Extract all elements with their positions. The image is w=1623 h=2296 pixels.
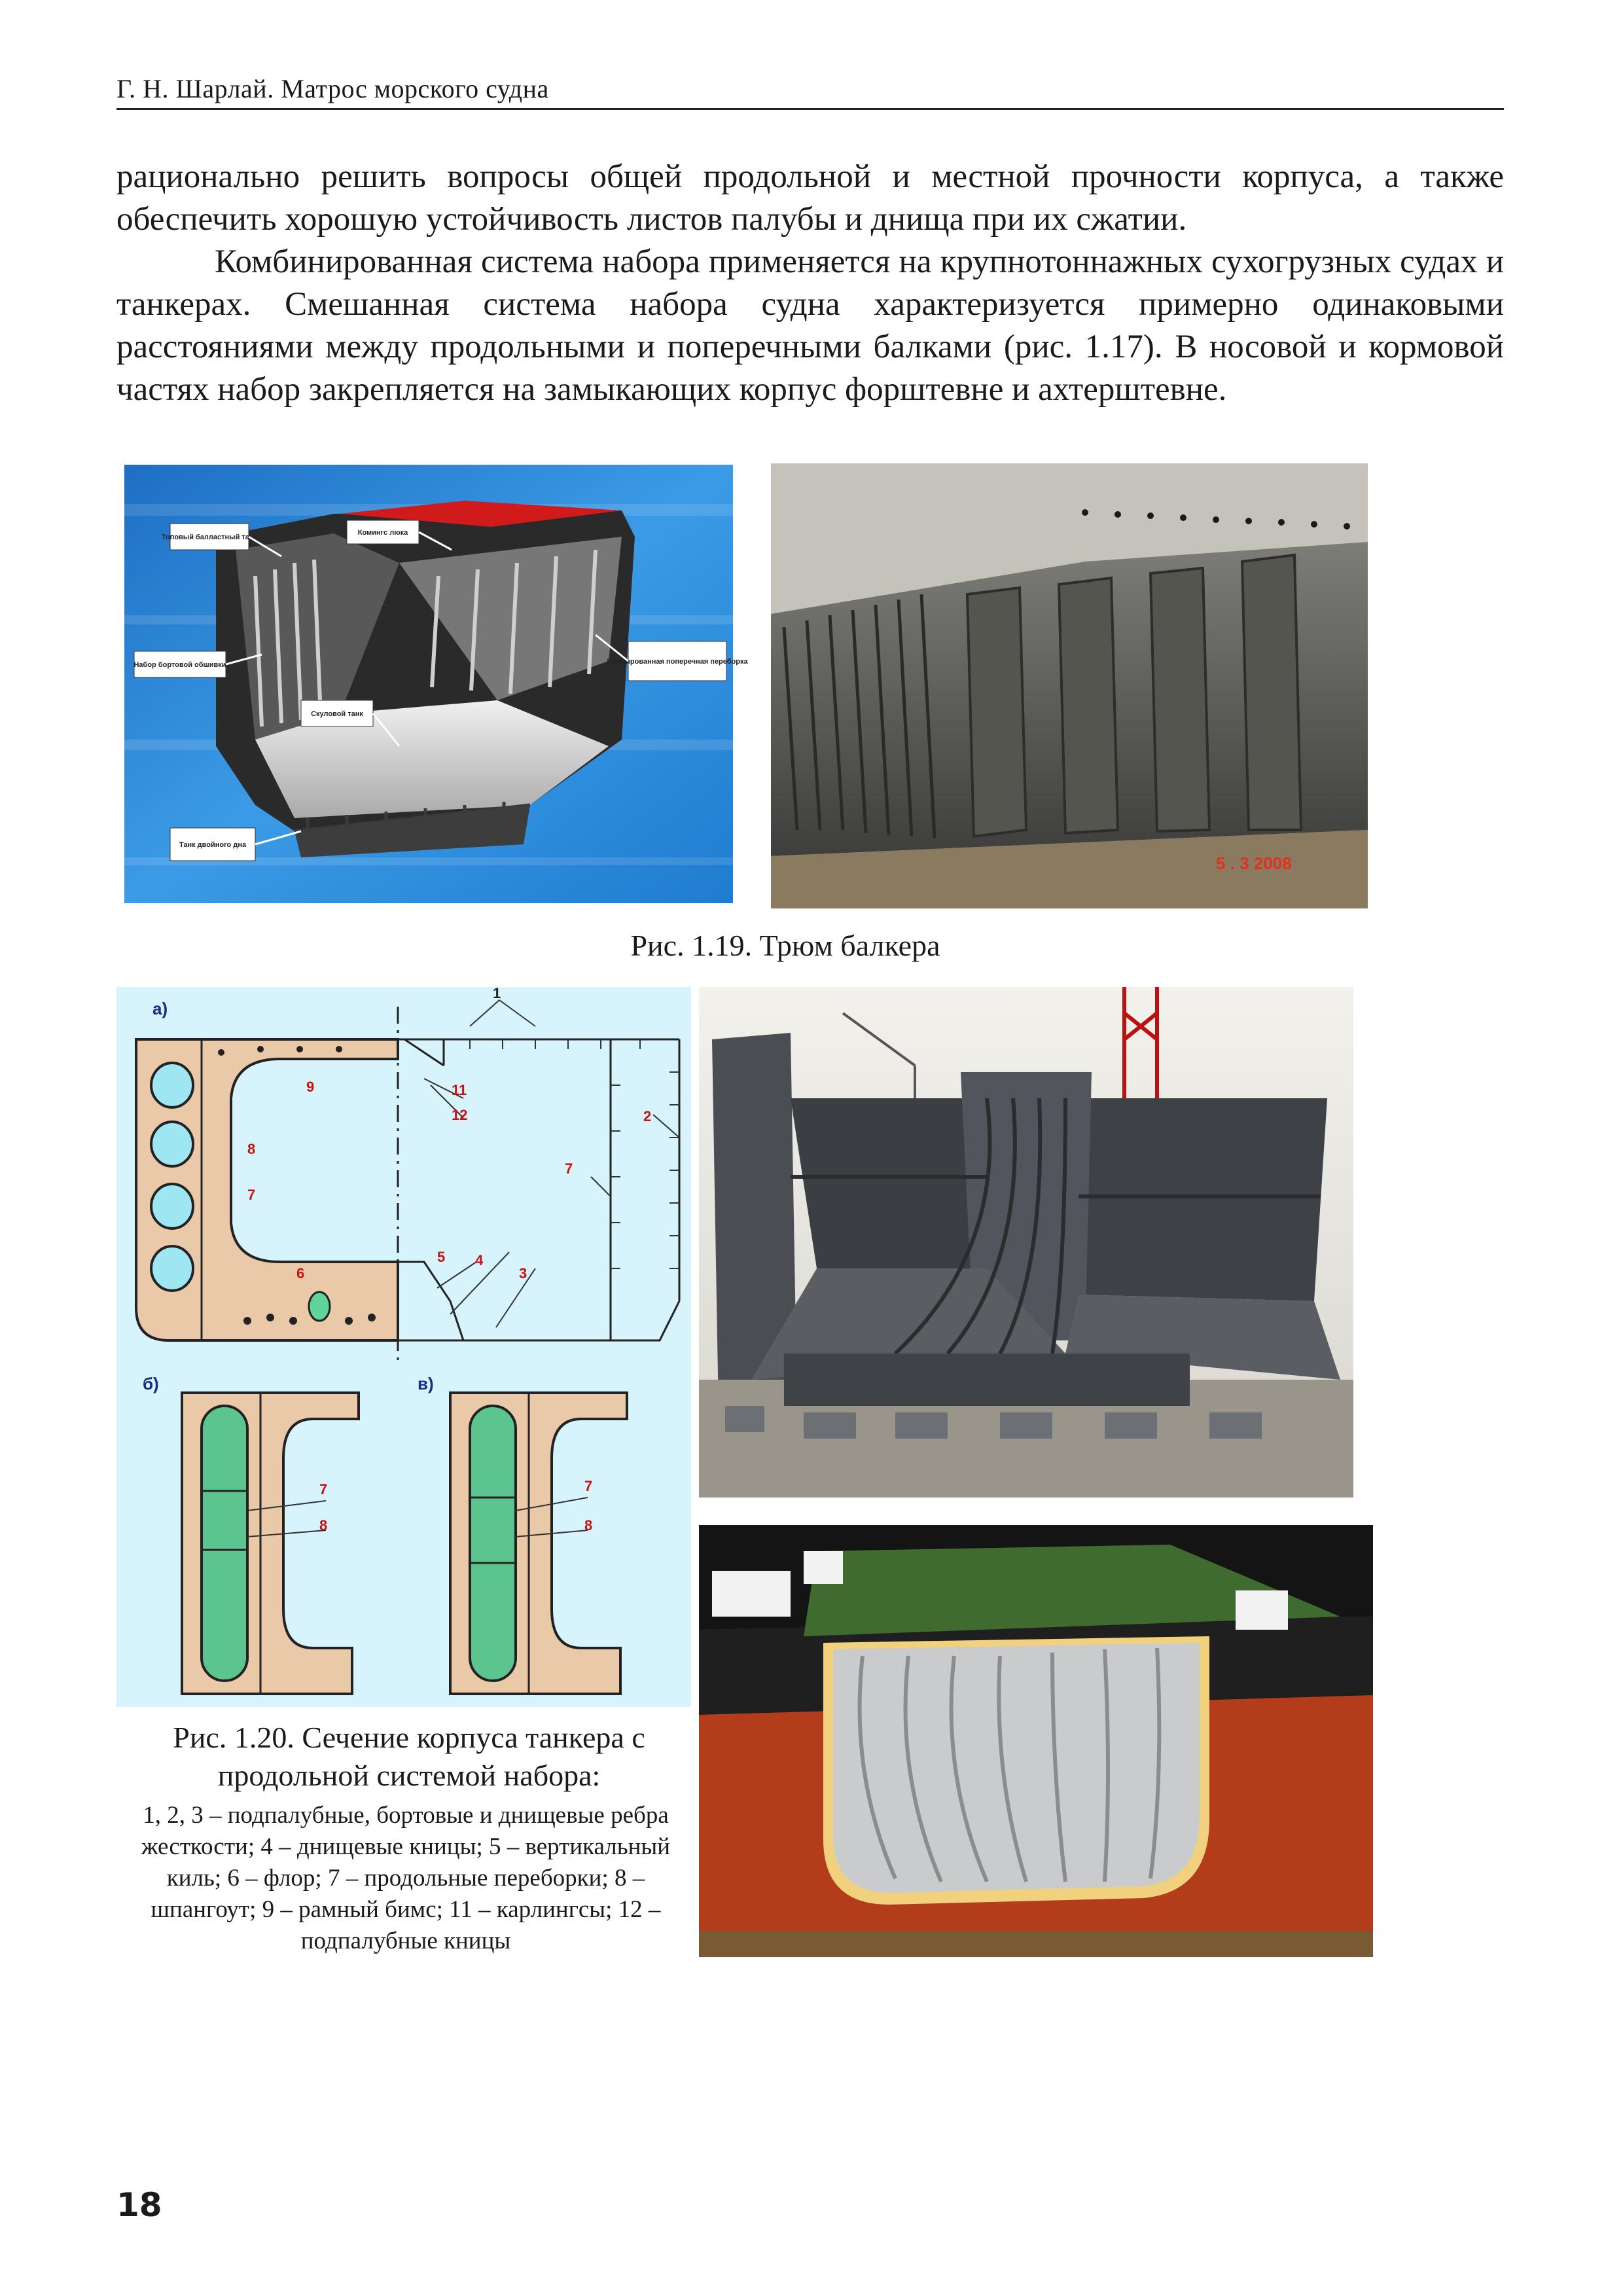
- figure-1-20-legend: 1, 2, 3 – подпалубные, бортовые и днищевые ребра жесткости; 4 – днищевые кницы; 5 – вертикальный киль; 6 – флор; 7 – продольные переборки; 8 – шпангоут; 9 – рамный бимс; 11 – карлингсы; 12 – подпалубные кницы: [141, 1802, 671, 1954]
- panel-label-b: б): [143, 1374, 159, 1393]
- bulk-carrier-hold-photo: [771, 463, 1368, 908]
- page-number: 18: [116, 2186, 162, 2224]
- number-12: 12: [452, 1107, 468, 1123]
- number-9: 9: [306, 1079, 315, 1095]
- label-side-framing: Набор бортовой обшивки: [134, 661, 226, 669]
- number-11: 11: [452, 1082, 467, 1098]
- label-double-bottom: Танк двойного дна: [179, 841, 247, 849]
- number-8a: 8: [247, 1141, 256, 1157]
- number-5: 5: [437, 1249, 446, 1265]
- paragraph-2: Комбинированная система набора применяется на крупнотоннажных сухогрузных судах и танкерах. Смешанная система набора судна характеризуется примерно одинаковыми расстояниями между продольными и поперечными балками (рис. 1.17). В носовой и кормовой частях набор закрепляется на замыкающих корпус форштевне и ахтерштевне.: [116, 243, 1504, 408]
- running-header: [116, 73, 1504, 110]
- panel-label-a: а): [152, 999, 168, 1018]
- bulk-carrier-hold-diagram: [124, 465, 748, 903]
- hull-block-construction-photo: [699, 987, 1353, 1498]
- number-7c: 7: [319, 1481, 328, 1498]
- figure-1-20-caption: Рис. 1.20. Сечение корпуса танкера с продольной системой набора:: [173, 1721, 645, 1792]
- number-7b: 7: [247, 1187, 256, 1203]
- number-7a: 7: [565, 1160, 573, 1177]
- number-1: 1: [493, 985, 501, 1001]
- tanker-section-diagram: [116, 987, 691, 1707]
- label-hatch-coaming: Комингс люка: [357, 529, 408, 537]
- number-6: 6: [296, 1265, 305, 1282]
- paragraph-1: рационально решить вопросы общей продольной и местной прочности корпуса, а также обеспечить хорошую устойчивость листов палубы и днища при их сжатии.: [116, 158, 1504, 238]
- number-4: 4: [475, 1252, 484, 1268]
- number-3: 3: [519, 1265, 527, 1282]
- label-hopper-tank: Скуловой танк: [311, 710, 363, 718]
- number-8c: 8: [584, 1517, 593, 1534]
- panel-label-c: в): [418, 1374, 434, 1393]
- running-title: Г. Н. Шарлай. Матрос морского судна: [116, 74, 549, 103]
- label-corrugated-bulkhead: Гофрированная поперечная переборка: [607, 658, 748, 666]
- number-2: 2: [643, 1108, 652, 1124]
- label-topside-tank: Топовый балластный танк: [161, 533, 258, 541]
- number-7d: 7: [584, 1478, 593, 1494]
- number-8b: 8: [319, 1517, 328, 1534]
- body-text: [116, 156, 1504, 411]
- figure-1-19-caption: Рис. 1.19. Трюм балкера: [630, 929, 940, 962]
- photo-date-stamp: 5 . 3 2008: [1216, 853, 1292, 873]
- tanker-model-section-photo: [699, 1525, 1373, 1957]
